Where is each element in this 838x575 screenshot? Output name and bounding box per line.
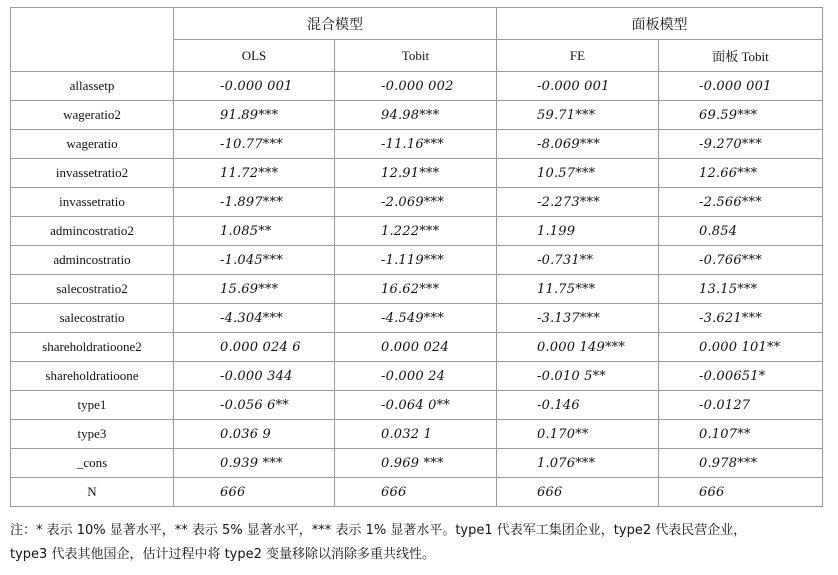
note-line-2: type3 代表其他国企，估计过程中将 type2 变量移除以消除多重共线性。 [10,547,436,562]
table-row [11,362,823,391]
variable-name-cell: shareholdratioone2 [11,333,174,362]
coefficient-cell: 0.939 *** [174,449,335,478]
coefficient-cell: 15.69*** [174,275,335,304]
coefficient-cell: -3.137*** [497,304,659,333]
variable-name-cell: invassetratio [11,188,174,217]
coefficient-cell: -1.045*** [174,246,335,275]
coefficient-cell: -2.069*** [335,188,497,217]
sub-header-panel-tobit: 面板 Tobit [659,40,823,72]
regression-table [10,7,823,507]
table-row [11,478,823,507]
variable-name-cell: salecostratio2 [11,275,174,304]
table-row [11,275,823,304]
coefficient-cell: -1.119*** [335,246,497,275]
coefficient-cell: -0.000 001 [659,72,823,101]
sub-header-ols: OLS [174,40,335,72]
coefficient-cell: -0.146 [497,391,659,420]
coefficient-cell: 1.076*** [497,449,659,478]
table-row [11,420,823,449]
group-header-row [11,8,823,40]
coefficient-cell: 91.89*** [174,101,335,130]
coefficient-cell: 1.199 [497,217,659,246]
coefficient-cell: -1.897*** [174,188,335,217]
coefficient-cell: -0.731** [497,246,659,275]
coefficient-cell: 0.032 1 [335,420,497,449]
table-row [11,101,823,130]
coefficient-cell: -11.16*** [335,130,497,159]
sub-header-tobit: Tobit [335,40,497,72]
coefficient-cell: 69.59*** [659,101,823,130]
coefficient-cell: 13.15*** [659,275,823,304]
table-row [11,391,823,420]
coefficient-cell: 0.000 024 6 [174,333,335,362]
coefficient-cell: -0.000 002 [335,72,497,101]
variable-name-cell: wageratio [11,130,174,159]
coefficient-cell: -0.010 5** [497,362,659,391]
table-row [11,188,823,217]
coefficient-cell: -9.270*** [659,130,823,159]
table-row [11,333,823,362]
corner-cell [11,8,174,72]
variable-name-cell: invassetratio2 [11,159,174,188]
coefficient-cell: -0.000 344 [174,362,335,391]
coefficient-cell: 666 [335,478,497,507]
variable-name-cell: admincostratio [11,246,174,275]
coefficient-cell: 0.000 149*** [497,333,659,362]
coefficient-cell: 11.75*** [497,275,659,304]
coefficient-cell: 0.000 101** [659,333,823,362]
coefficient-cell: 0.036 9 [174,420,335,449]
coefficient-cell: -4.304*** [174,304,335,333]
variable-name-cell: type1 [11,391,174,420]
coefficient-cell: 12.66*** [659,159,823,188]
table-row [11,130,823,159]
coefficient-cell: 1.085** [174,217,335,246]
table-note [10,519,828,567]
variable-name-cell: allassetp [11,72,174,101]
coefficient-cell: 11.72*** [174,159,335,188]
variable-name-cell: type3 [11,420,174,449]
coefficient-cell: -2.273*** [497,188,659,217]
coefficient-cell: -2.566*** [659,188,823,217]
coefficient-cell: -8.069*** [497,130,659,159]
coefficient-cell: -0.000 001 [174,72,335,101]
coefficient-cell: -0.00651* [659,362,823,391]
note-line-1: 注：* 表示 10% 显著水平，** 表示 5% 显著水平，*** 表示 1% 显著水平。type1 代表军工集团企业，type2 代表民营企业， [10,523,747,538]
variable-name-cell: N [11,478,174,507]
coefficient-cell: 1.222*** [335,217,497,246]
variable-name-cell: _cons [11,449,174,478]
coefficient-cell: 12.91*** [335,159,497,188]
variable-name-cell: salecostratio [11,304,174,333]
coefficient-cell: -0.056 6** [174,391,335,420]
table-row [11,449,823,478]
coefficient-cell: -0.766*** [659,246,823,275]
coefficient-cell: -10.77*** [174,130,335,159]
coefficient-cell: -4.549*** [335,304,497,333]
coefficient-cell: -0.064 0** [335,391,497,420]
coefficient-cell: -0.000 001 [497,72,659,101]
coefficient-cell: -0.000 24 [335,362,497,391]
table-row [11,159,823,188]
group-header-pooled: 混合模型 [174,8,497,40]
coefficient-cell: 666 [174,478,335,507]
coefficient-cell: 0.854 [659,217,823,246]
coefficient-cell: -3.621*** [659,304,823,333]
coefficient-cell: 666 [659,478,823,507]
table-row [11,246,823,275]
coefficient-cell: 0.978*** [659,449,823,478]
coefficient-cell: 59.71*** [497,101,659,130]
coefficient-cell: 10.57*** [497,159,659,188]
coefficient-cell: 94.98*** [335,101,497,130]
coefficient-cell: 0.000 024 [335,333,497,362]
coefficient-cell: -0.0127 [659,391,823,420]
coefficient-cell: 16.62*** [335,275,497,304]
table-body [11,72,823,507]
variable-name-cell: admincostratio2 [11,217,174,246]
coefficient-cell: 666 [497,478,659,507]
variable-name-cell: wageratio2 [11,101,174,130]
table-row [11,304,823,333]
sub-header-fe: FE [497,40,659,72]
coefficient-cell: 0.969 *** [335,449,497,478]
coefficient-cell: 0.107** [659,420,823,449]
table-row [11,72,823,101]
variable-name-cell: shareholdratioone [11,362,174,391]
group-header-panel: 面板模型 [497,8,823,40]
table-row [11,217,823,246]
coefficient-cell: 0.170** [497,420,659,449]
